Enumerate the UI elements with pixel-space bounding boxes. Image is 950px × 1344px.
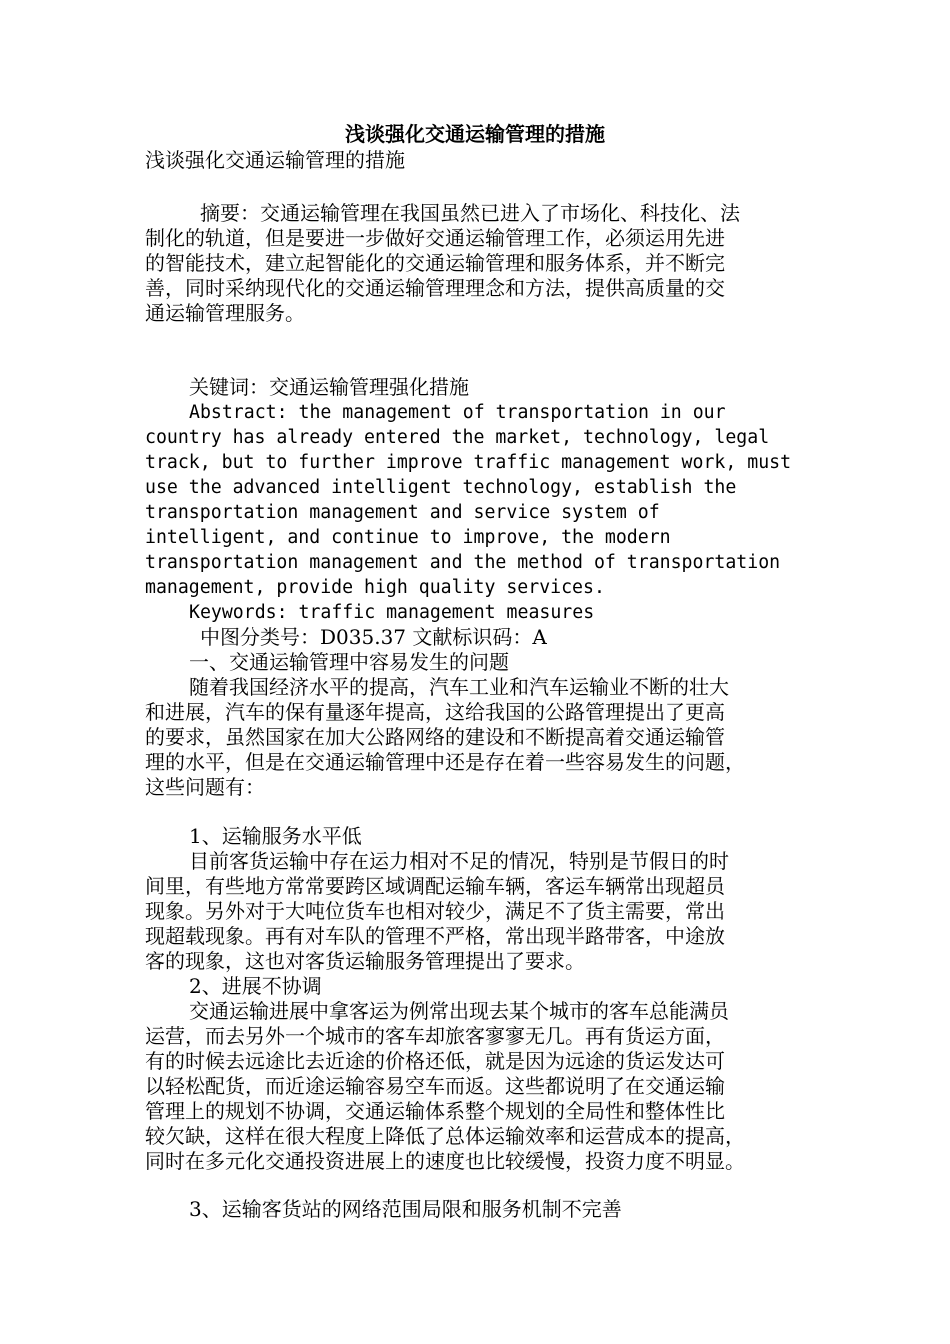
paragraph-line: 运营，而去另外一个城市的客车却旅客寥寥无几。再有货运方面，	[145, 1024, 725, 1048]
document-title: 浅谈强化交通运输管理的措施	[345, 122, 605, 146]
section-heading: 一、交通运输管理中容易发生的问题	[189, 650, 509, 674]
paragraph-line: 以轻松配货，而近途运输容易空车而返。这些都说明了在交通运输	[145, 1074, 725, 1098]
abstract-en-line: track, but to further improve traffic management work, must	[145, 452, 792, 473]
paragraph-line: 有的时候去远途比去近途的价格还低，就是因为远途的货运发达可	[145, 1049, 725, 1073]
paragraph-line: 的要求，虽然国家在加大公路网络的建设和不断提高着交通运输管	[145, 725, 725, 749]
keywords-cn: 关键词：交通运输管理强化措施	[189, 375, 469, 399]
paragraph-line: 较欠缺，这样在很大程度上降低了总体运输效率和运营成本的提高，	[145, 1124, 745, 1148]
abstract-en-line: use the advanced intelligent technology, establish the	[145, 477, 737, 498]
abstract-en-line: intelligent, and continue to improve, the modern	[145, 527, 671, 548]
paragraph-line: 随着我国经济水平的提高，汽车工业和汽车运输业不断的壮大	[189, 675, 729, 699]
paragraph-line: 目前客货运输中存在运力相对不足的情况，特别是节假日的时	[189, 849, 729, 873]
abstract-line: 善，同时采纳现代化的交通运输管理理念和方法，提供高质量的交	[145, 276, 725, 300]
abstract-en-line: Abstract: the management of transportation in our	[189, 402, 726, 423]
abstract-line: 制化的轨道，但是要进一步做好交通运输管理工作，必须运用先进	[145, 226, 725, 250]
abstract-en-line: country has already entered the market, technology, legal	[145, 427, 770, 448]
paragraph-line: 客的现象，这也对客货运输服务管理提出了要求。	[145, 949, 585, 973]
subsection-heading: 2、进展不协调	[189, 974, 322, 998]
paragraph-line: 和进展，汽车的保有量逐年提高，这给我国的公路管理提出了更高	[145, 700, 725, 724]
subsection-heading: 3、运输客货站的网络范围局限和服务机制不完善	[189, 1197, 622, 1221]
abstract-en-line: transportation management and the method of transportation	[145, 552, 781, 573]
paragraph-line: 间里，有些地方常常要跨区域调配运输车辆，客运车辆常出现超员	[145, 874, 725, 898]
subsection-heading: 1、运输服务水平低	[189, 824, 362, 848]
abstract-line: 的智能技术，建立起智能化的交通运输管理和服务体系，并不断完	[145, 251, 725, 275]
paragraph-line: 交通运输进展中拿客运为例常出现去某个城市的客车总能满员	[189, 999, 729, 1023]
paragraph-line: 理的水平，但是在交通运输管理中还是存在着一些容易发生的问题，	[145, 750, 745, 774]
paragraph-line: 现超载现象。再有对车队的管理不严格，常出现半路带客，中途放	[145, 924, 725, 948]
paragraph-line: 现象。另外对于大吨位货车也相对较少，满足不了货主需要，常出	[145, 899, 725, 923]
abstract-line: 通运输管理服务。	[145, 301, 305, 325]
paragraph-line: 管理上的规划不协调，交通运输体系整个规划的全局性和整体性比	[145, 1099, 725, 1123]
paragraph-line: 这些问题有：	[145, 775, 265, 799]
abstract-line: 摘要：交通运输管理在我国虽然已进入了市场化、科技化、法	[200, 201, 740, 225]
paragraph-line: 同时在多元化交通投资进展上的速度也比较缓慢，投资力度不明显。	[145, 1149, 745, 1173]
keywords-en: Keywords: traffic management measures	[189, 602, 595, 623]
abstract-en-line: transportation management and service system of	[145, 502, 660, 523]
document-subtitle: 浅谈强化交通运输管理的措施	[145, 148, 405, 172]
classification-line: 中图分类号：D035.37 文献标识码：A	[200, 625, 547, 649]
abstract-en-line: management, provide high quality services.	[145, 577, 605, 598]
